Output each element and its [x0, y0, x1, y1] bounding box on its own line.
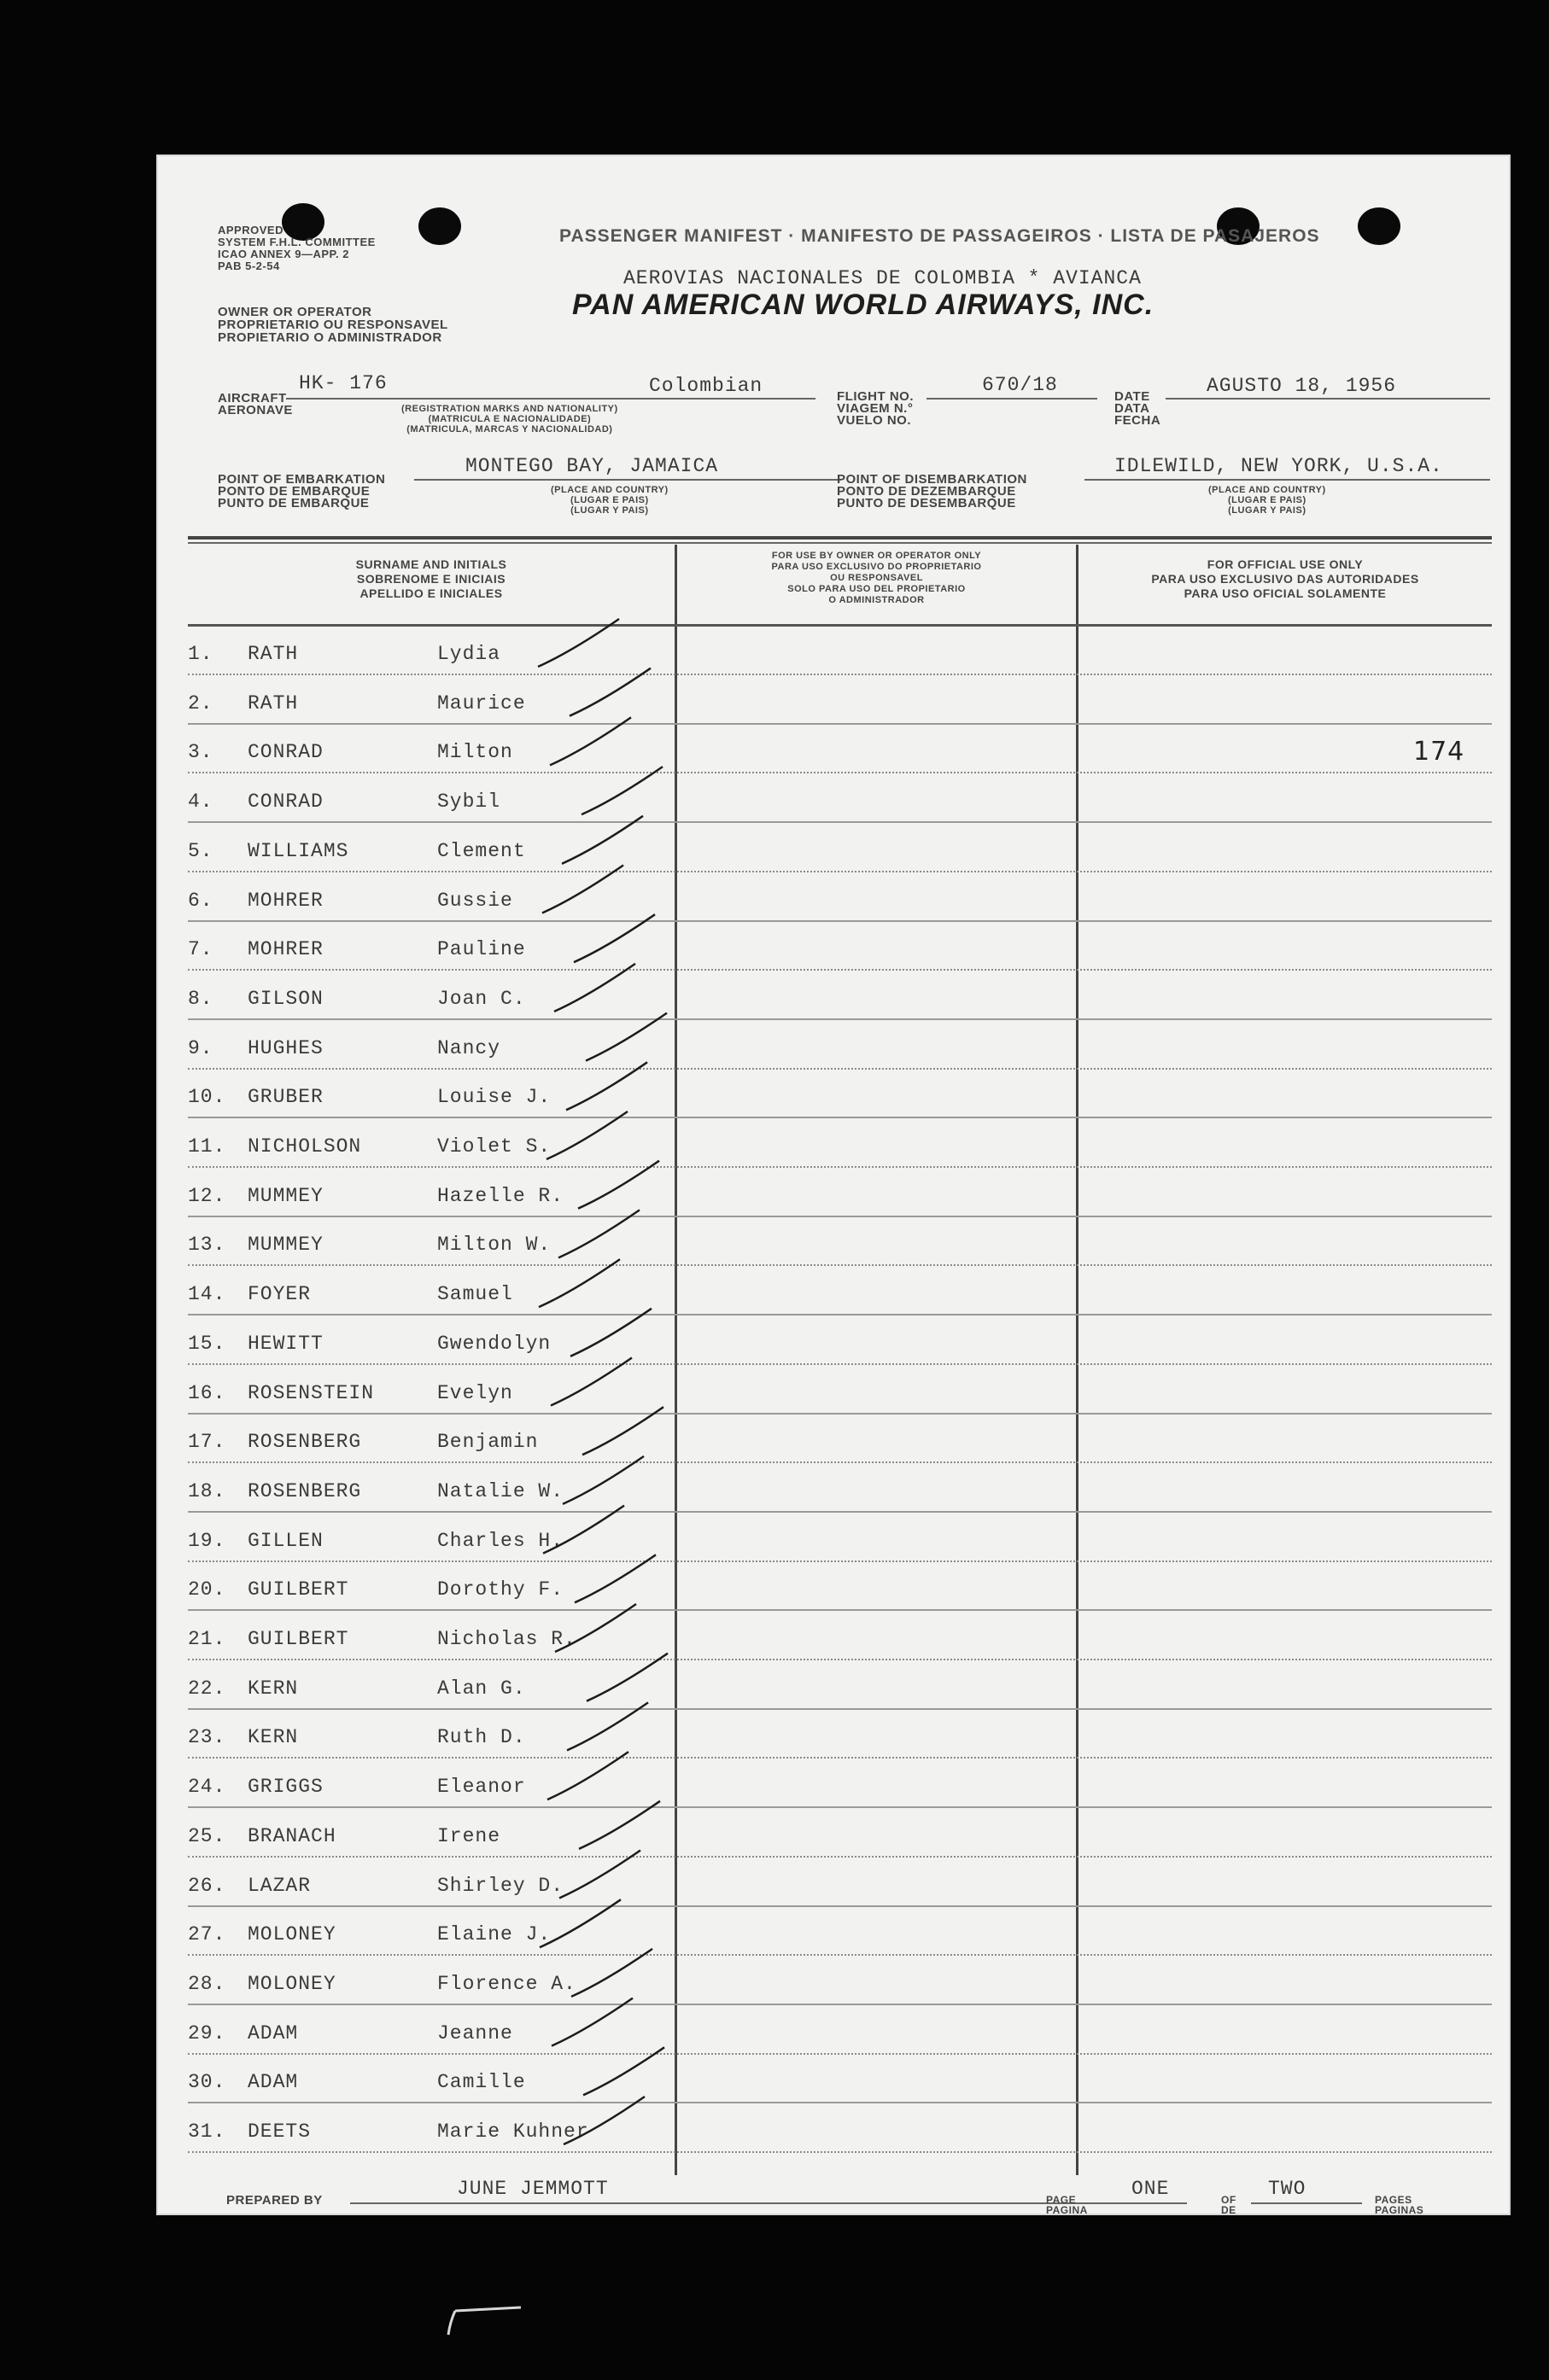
passenger-surname: ROSENBERG [248, 1431, 362, 1454]
date-label: DATE DATA FECHA [1114, 389, 1161, 428]
passenger-number: 26. [188, 1874, 226, 1897]
passenger-given-name: Nancy [437, 1036, 501, 1059]
embarkation-place: MONTEGO BAY, JAMAICA [465, 455, 719, 477]
passenger-given-name: Charles H. [437, 1529, 564, 1552]
passenger-number: 5. [188, 839, 213, 862]
aircraft-label: AIRCRAFT AERONAVE [218, 391, 293, 417]
passenger-surname: MOHRER [248, 938, 324, 961]
prepared-by-label: PREPARED BY [226, 2193, 323, 2208]
passenger-number: 6. [188, 889, 213, 912]
passenger-surname: NICHOLSON [248, 1135, 362, 1158]
passenger-surname: MOLONEY [248, 1972, 336, 1995]
check-mark [583, 2047, 664, 2095]
passenger-number: 14. [188, 1283, 226, 1306]
passenger-number: 28. [188, 1972, 226, 1995]
passenger-surname: KERN [248, 1677, 299, 1700]
passenger-surname: FOYER [248, 1283, 312, 1306]
passenger-given-name: Ruth D. [437, 1726, 526, 1749]
check-mark [558, 1210, 640, 1257]
passenger-number: 13. [188, 1234, 226, 1257]
passenger-surname: RATH [248, 691, 299, 715]
passenger-number: 1. [188, 643, 213, 665]
check-mark [542, 866, 623, 913]
check-marks [158, 156, 1509, 2214]
passenger-surname: GRIGGS [248, 1776, 324, 1799]
passenger-number: 17. [188, 1431, 226, 1454]
check-mark [559, 1851, 640, 1899]
passenger-number: 24. [188, 1776, 226, 1799]
passenger-given-name: Gussie [437, 889, 513, 912]
operator-line-1: AEROVIAS NACIONALES DE COLOMBIA * AVIANCA [623, 267, 1142, 289]
passenger-number: 19. [188, 1529, 226, 1552]
passenger-number: 21. [188, 1628, 226, 1650]
form-title: PASSENGER MANIFEST · MANIFESTO DE PASSAGEIROS · LISTA DE PASAJEROS [559, 226, 1320, 246]
passenger-number: 11. [188, 1135, 226, 1158]
pages-label: PAGES PAGINAS [1375, 2194, 1424, 2216]
check-mark [550, 717, 631, 765]
passenger-given-name: Louise J. [437, 1086, 552, 1109]
prepared-by-name: JUNE JEMMOTT [457, 2178, 609, 2200]
check-mark [586, 1013, 667, 1061]
page-number: ONE [1131, 2178, 1170, 2200]
passenger-surname: ADAM [248, 2021, 299, 2045]
passenger-given-name: Pauline [437, 938, 526, 961]
check-mark [570, 1309, 652, 1356]
passenger-given-name: Violet S. [437, 1135, 552, 1158]
passenger-number: 22. [188, 1677, 226, 1700]
passenger-number: 10. [188, 1086, 226, 1109]
passenger-given-name: Eleanor [437, 1776, 526, 1799]
owner-label: OWNER OR OPERATOR PROPRIETARIO OU RESPONSAVEL PROPIETARIO O ADMINISTRADOR [218, 305, 448, 345]
disembark-place-caption: (PLACE AND COUNTRY) (LUGAR E PAIS) (LUGAR Y PAIS) [1208, 485, 1326, 516]
passenger-given-name: Lydia [437, 643, 501, 665]
registration-caption: (REGISTRATION MARKS AND NATIONALITY) (MATRICULA E NACIONALIDADE) (MATRICULA, MARCAS Y NACIONALIDAD) [401, 404, 618, 435]
passenger-given-name: Maurice [437, 691, 526, 715]
flight-date: AGUSTO 18, 1956 [1207, 375, 1397, 397]
passenger-surname: MOHRER [248, 889, 324, 912]
passenger-number: 2. [188, 691, 213, 715]
flight-label: FLIGHT NO. VIAGEM N.° VUELO NO. [837, 389, 914, 428]
passenger-surname: RATH [248, 643, 299, 665]
passenger-surname: MUMMEY [248, 1184, 324, 1207]
official-note: 174 [1413, 737, 1465, 767]
passenger-given-name: Milton [437, 741, 513, 764]
passenger-given-name: Hazelle R. [437, 1184, 564, 1207]
passenger-surname: GILLEN [248, 1529, 324, 1552]
passenger-given-name: Camille [437, 2071, 526, 2094]
check-mark [578, 1161, 659, 1209]
passenger-number: 3. [188, 741, 213, 764]
of-label: OF DE [1221, 2194, 1236, 2216]
passenger-surname: MUMMEY [248, 1234, 324, 1257]
official-column-header: FOR OFFICIAL USE ONLY PARA USO EXCLUSIVO DAS AUTORIDADES PARA USO OFICIAL SOLAMENTE [1151, 557, 1419, 600]
check-mark [575, 1555, 656, 1602]
passenger-surname: CONRAD [248, 741, 324, 764]
passenger-surname: LAZAR [248, 1874, 312, 1897]
passenger-given-name: Benjamin [437, 1431, 539, 1454]
check-mark [574, 914, 655, 962]
check-mark [547, 1752, 628, 1800]
passenger-surname: CONRAD [248, 790, 324, 814]
check-mark [587, 1654, 668, 1701]
flight-number: 670/18 [982, 374, 1058, 396]
check-mark [582, 1407, 663, 1455]
passenger-number: 7. [188, 938, 213, 961]
embark-place-caption: (PLACE AND COUNTRY) (LUGAR E PAIS) (LUGAR Y PAIS) [551, 485, 669, 516]
passenger-surname: GUILBERT [248, 1628, 349, 1650]
check-mark [538, 619, 619, 667]
check-mark [555, 1604, 636, 1652]
passenger-given-name: Evelyn [437, 1381, 513, 1404]
passenger-number: 23. [188, 1726, 226, 1749]
approval-block: APPROVED SYSTEM F.H.L. COMMITTEE ICAO ANNEX 9—APP. 2 PAB 5-2-54 [218, 224, 376, 272]
check-mark [566, 1062, 647, 1110]
passenger-surname: ADAM [248, 2071, 299, 2094]
operator-column-header: FOR USE BY OWNER OR OPERATOR ONLY PARA USO EXCLUSIVO DO PROPRIETARIO OU RESPONSAVEL SOLO PARA USO DEL PROPIETARIO O ADMINISTRADOR [771, 551, 982, 605]
check-mark [551, 1358, 632, 1406]
embarkation-label: POINT OF EMBARKATION PONTO DE EMBARQUE PUNTO DE EMBARQUE [218, 472, 386, 510]
check-mark [552, 1998, 633, 2046]
page-label: PAGE PAGINA [1046, 2194, 1088, 2216]
passenger-number: 8. [188, 987, 213, 1010]
passenger-number: 12. [188, 1184, 226, 1207]
check-mark [547, 1111, 628, 1159]
passenger-number: 30. [188, 2071, 226, 2094]
check-mark [543, 1506, 624, 1554]
passenger-number: 25. [188, 1824, 226, 1847]
passenger-given-name: Nicholas R. [437, 1628, 576, 1650]
disembarkation-place: IDLEWILD, NEW YORK, U.S.A. [1114, 455, 1443, 477]
passenger-surname: GUILBERT [248, 1578, 349, 1601]
passenger-number: 31. [188, 2120, 226, 2143]
passenger-given-name: Florence A. [437, 1972, 576, 1995]
passenger-given-name: Samuel [437, 1283, 513, 1306]
operator-line-2: PAN AMERICAN WORLD AIRWAYS, INC. [572, 289, 1154, 321]
passenger-surname: ROSENBERG [248, 1479, 362, 1502]
passenger-surname: MOLONEY [248, 1923, 336, 1946]
check-mark [582, 767, 663, 814]
passenger-surname: BRANACH [248, 1824, 336, 1847]
disembarkation-label: POINT OF DISEMBARKATION PONTO DE DEZEMBARQUE PUNTO DE DESEMBARQUE [837, 472, 1027, 510]
passenger-number: 4. [188, 790, 213, 814]
manifest-sheet [158, 156, 1509, 2214]
check-mark [563, 1456, 644, 1504]
surname-column-header: SURNAME AND INITIALS SOBRENOME E INICIAIS APELLIDO E INICIALES [355, 557, 507, 600]
passenger-number: 20. [188, 1578, 226, 1601]
passenger-given-name: Marie Kuhner [437, 2120, 589, 2143]
check-mark [579, 1801, 660, 1849]
aircraft-registration: HK- 176 [299, 372, 388, 394]
passenger-surname: GILSON [248, 987, 324, 1010]
check-mark [554, 964, 635, 1012]
passenger-number: 16. [188, 1381, 226, 1404]
aircraft-nationality: Colombian [649, 375, 763, 397]
passenger-given-name: Irene [437, 1824, 501, 1847]
passenger-number: 9. [188, 1036, 213, 1059]
passenger-surname: DEETS [248, 2120, 312, 2143]
passenger-number: 27. [188, 1923, 226, 1946]
passenger-surname: KERN [248, 1726, 299, 1749]
passenger-given-name: Shirley D. [437, 1874, 564, 1897]
check-mark [567, 1702, 648, 1750]
passenger-surname: GRUBER [248, 1086, 324, 1109]
stray-pen-mark [440, 2301, 542, 2352]
passenger-surname: HEWITT [248, 1332, 324, 1355]
passenger-given-name: Milton W. [437, 1234, 552, 1257]
page-total: TWO [1268, 2178, 1306, 2200]
check-mark [562, 816, 643, 864]
check-mark [571, 1949, 652, 1997]
passenger-given-name: Joan C. [437, 987, 526, 1010]
passenger-surname: ROSENSTEIN [248, 1381, 375, 1404]
check-mark [570, 668, 651, 716]
passenger-given-name: Elaine J. [437, 1923, 552, 1946]
check-mark [539, 1259, 620, 1307]
passenger-surname: HUGHES [248, 1036, 324, 1059]
passenger-given-name: Gwendolyn [437, 1332, 552, 1355]
passenger-number: 15. [188, 1332, 226, 1355]
check-mark [564, 2097, 645, 2144]
check-mark [540, 1899, 621, 1947]
passenger-given-name: Dorothy F. [437, 1578, 564, 1601]
passenger-number: 18. [188, 1479, 226, 1502]
passenger-given-name: Jeanne [437, 2021, 513, 2045]
passenger-given-name: Alan G. [437, 1677, 526, 1700]
passenger-given-name: Natalie W. [437, 1479, 564, 1502]
passenger-given-name: Clement [437, 839, 526, 862]
passenger-number: 29. [188, 2021, 226, 2045]
passenger-given-name: Sybil [437, 790, 501, 814]
passenger-surname: WILLIAMS [248, 839, 349, 862]
